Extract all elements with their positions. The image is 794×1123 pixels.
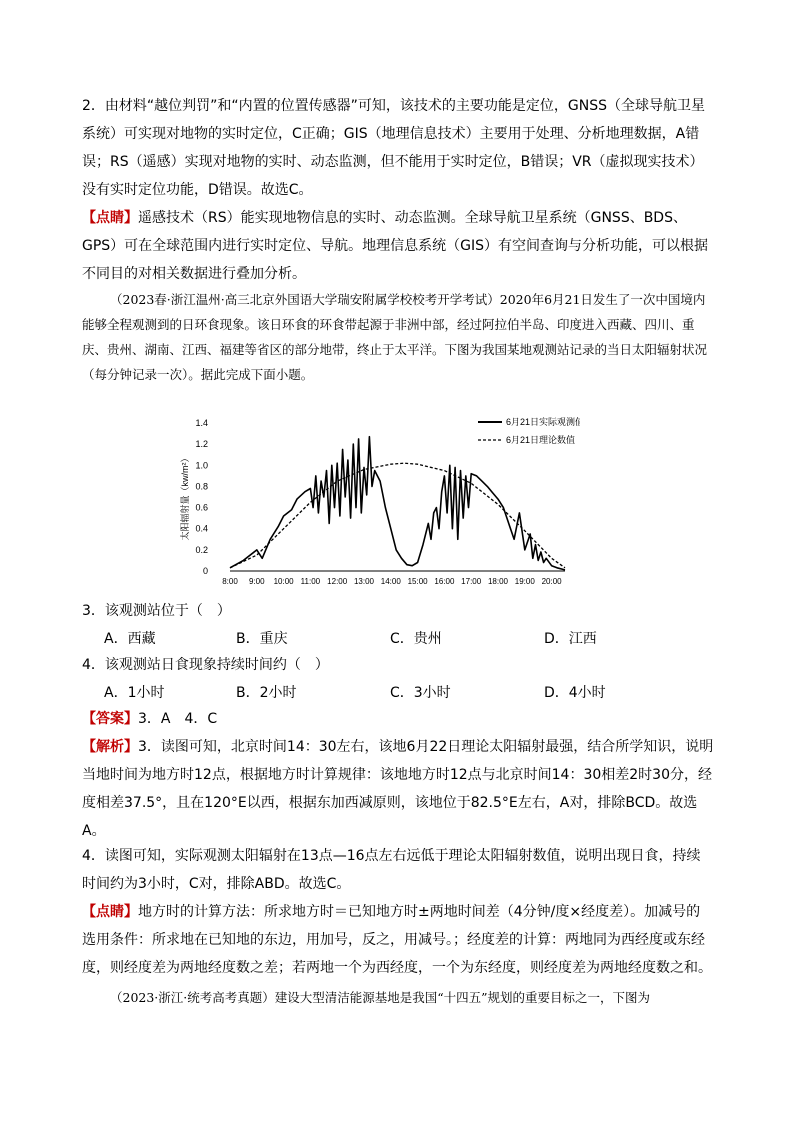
y-tick-label: 1.2 — [195, 439, 208, 450]
material-paragraph-1: （2023春·浙江温州·高三北京外国语大学瑞安附属学校校考开学考试）2020年6月21日发生了一次中国境内能够全程观测到的日环食现象。该日环食的环食带起源于非洲中部，经过阿拉伯半岛、印度进入西藏、四川、重庆、贵州、湖南、江西、福建等省区的部分地带，终止于太平洋。下图为我国某地观测站记录的当日太阳辐射状况（每分钟记录一次）。据此完成下面小题。 — [82, 292, 708, 382]
analysis-tag: 【解析】 — [82, 739, 138, 755]
q3-option-a[interactable]: A．西藏 — [104, 631, 156, 647]
question-4-options — [104, 682, 724, 706]
x-tick-label: 10:00 — [273, 577, 294, 586]
analysis-3: 【解析】3．读图可知，北京时间14：30左右，该地6月22日理论太阳辐射最强，结合所学知识，说明当地时间为地方时12点，根据地方时计算规律：该地地方时12点与北京时间14：30相差2时30分，经度相差37.5°，且在120°E以西，根据东加西减原则，该地位于82.5°E左右，A对，排除BCD。故选A。 — [82, 739, 714, 839]
q4-option-b[interactable]: B．2小时 — [236, 685, 297, 701]
answer-text: 3．A 4．C — [138, 711, 218, 727]
answer-tag: 【答案】 — [82, 711, 138, 727]
y-tick-label: 0.6 — [195, 502, 208, 513]
y-tick-label: 0.2 — [195, 544, 208, 555]
q2-explanation: 2．由材料“越位判罚”和“内置的位置传感器”可知，该技术的主要功能是定位，GNSS（全球导航卫星系统）可实现对地物的实时定位，C正确；GIS（地理信息技术）主要用于处理、分析地理数据，A错误；RS（遥感）实现对地物的实时、动态监测，但不能用于实时定位，B错误；VR（虚拟现实技术）没有实时定位功能，D错误。故选C。 — [82, 98, 706, 198]
question-3-options — [104, 628, 724, 652]
material-paragraph-2: （2023·浙江·统考高考真题）建设大型清洁能源基地是我国“十四五”规划的重要目标之一，下图为 — [110, 990, 651, 1005]
chart-svg — [180, 408, 580, 586]
q3-option-b[interactable]: B．重庆 — [236, 631, 288, 647]
y-tick-label: 1.4 — [195, 418, 208, 428]
material-source-2: （2023·浙江·统考高考真题） — [110, 990, 275, 1005]
legend-theoretical: 6月21日理论数值 — [506, 435, 576, 445]
x-tick-label: 20:00 — [541, 577, 562, 586]
q4-option-d[interactable]: D．4小时 — [544, 685, 606, 701]
y-tick-label: 1.0 — [195, 460, 208, 471]
tip-tag-2: 【点睛】 — [82, 904, 138, 920]
chart-legend — [478, 416, 580, 445]
q4-option-a[interactable]: A．1小时 — [104, 685, 165, 701]
x-tick-label: 16:00 — [434, 577, 455, 586]
x-tick-label: 18:00 — [487, 577, 509, 586]
q3-option-c[interactable]: C．贵州 — [390, 631, 442, 647]
observed-series-line — [230, 437, 565, 570]
question-3-stem: 3．该观测站位于（ ） — [82, 603, 231, 619]
tip-tag: 【点睛】 — [82, 210, 138, 226]
tip-paragraph-1: 【点睛】遥感技术（RS）能实现地物信息的实时、动态监测。全球导航卫星系统（GNSS、BDS、GPS）可在全球范围内进行实时定位、导航。地理信息系统（GIS）有空间查询与分析功能，可以根据不同目的对相关数据进行叠加分析。 — [82, 210, 709, 282]
y-tick-label: 0.4 — [195, 523, 208, 534]
x-tick-label: 15:00 — [407, 577, 428, 586]
answer-line — [82, 705, 714, 733]
question-4-stem: 4．该观测站日食现象持续时间约（ ） — [82, 657, 329, 673]
x-tick-label: 14:00 — [380, 577, 401, 586]
tip-paragraph-2: 【点睛】地方时的计算方法：所求地方时＝已知地方时±两地时间差（4分钟/度×经度差）。加减号的选用条件：所求地在已知地的东边，用加号，反之，用减号。；经度差的计算：两地同为西经度或东经度，则经度差为两地经度数之差；若两地一个为西经度，一个为东经度，则经度差为两地经度数之和。 — [82, 904, 712, 976]
y-axis-label: 太阳辐射量（kw/m²） — [180, 453, 190, 541]
q3-option-d[interactable]: D．江西 — [544, 631, 597, 647]
x-tick-label: 19:00 — [514, 577, 535, 586]
y-tick-label: 0.8 — [195, 481, 208, 492]
x-tick-label: 17:00 — [461, 577, 482, 586]
x-tick-label: 12:00 — [327, 577, 348, 586]
q4-option-c[interactable]: C．3小时 — [390, 685, 451, 701]
legend-observed: 6月21日实际观测值 — [506, 417, 580, 427]
material-source: （2023春·浙江温州·高三北京外国语大学瑞安附属学校校考开学考试） — [110, 292, 500, 307]
analysis-4: 4．读图可知，实际观测太阳辐射在13点—16点左右远低于理论太阳辐射数值，说明出现日食，持续时间约为3小时，C对，排除ABD。故选C。 — [82, 848, 701, 892]
x-tick-label: 11:00 — [300, 577, 321, 586]
x-tick-label: 9:00 — [249, 577, 265, 586]
solar-radiation-chart — [180, 408, 580, 586]
x-tick-label: 13:00 — [353, 577, 375, 586]
x-tick-label: 8:00 — [222, 577, 238, 586]
y-tick-label: 0 — [202, 566, 208, 576]
